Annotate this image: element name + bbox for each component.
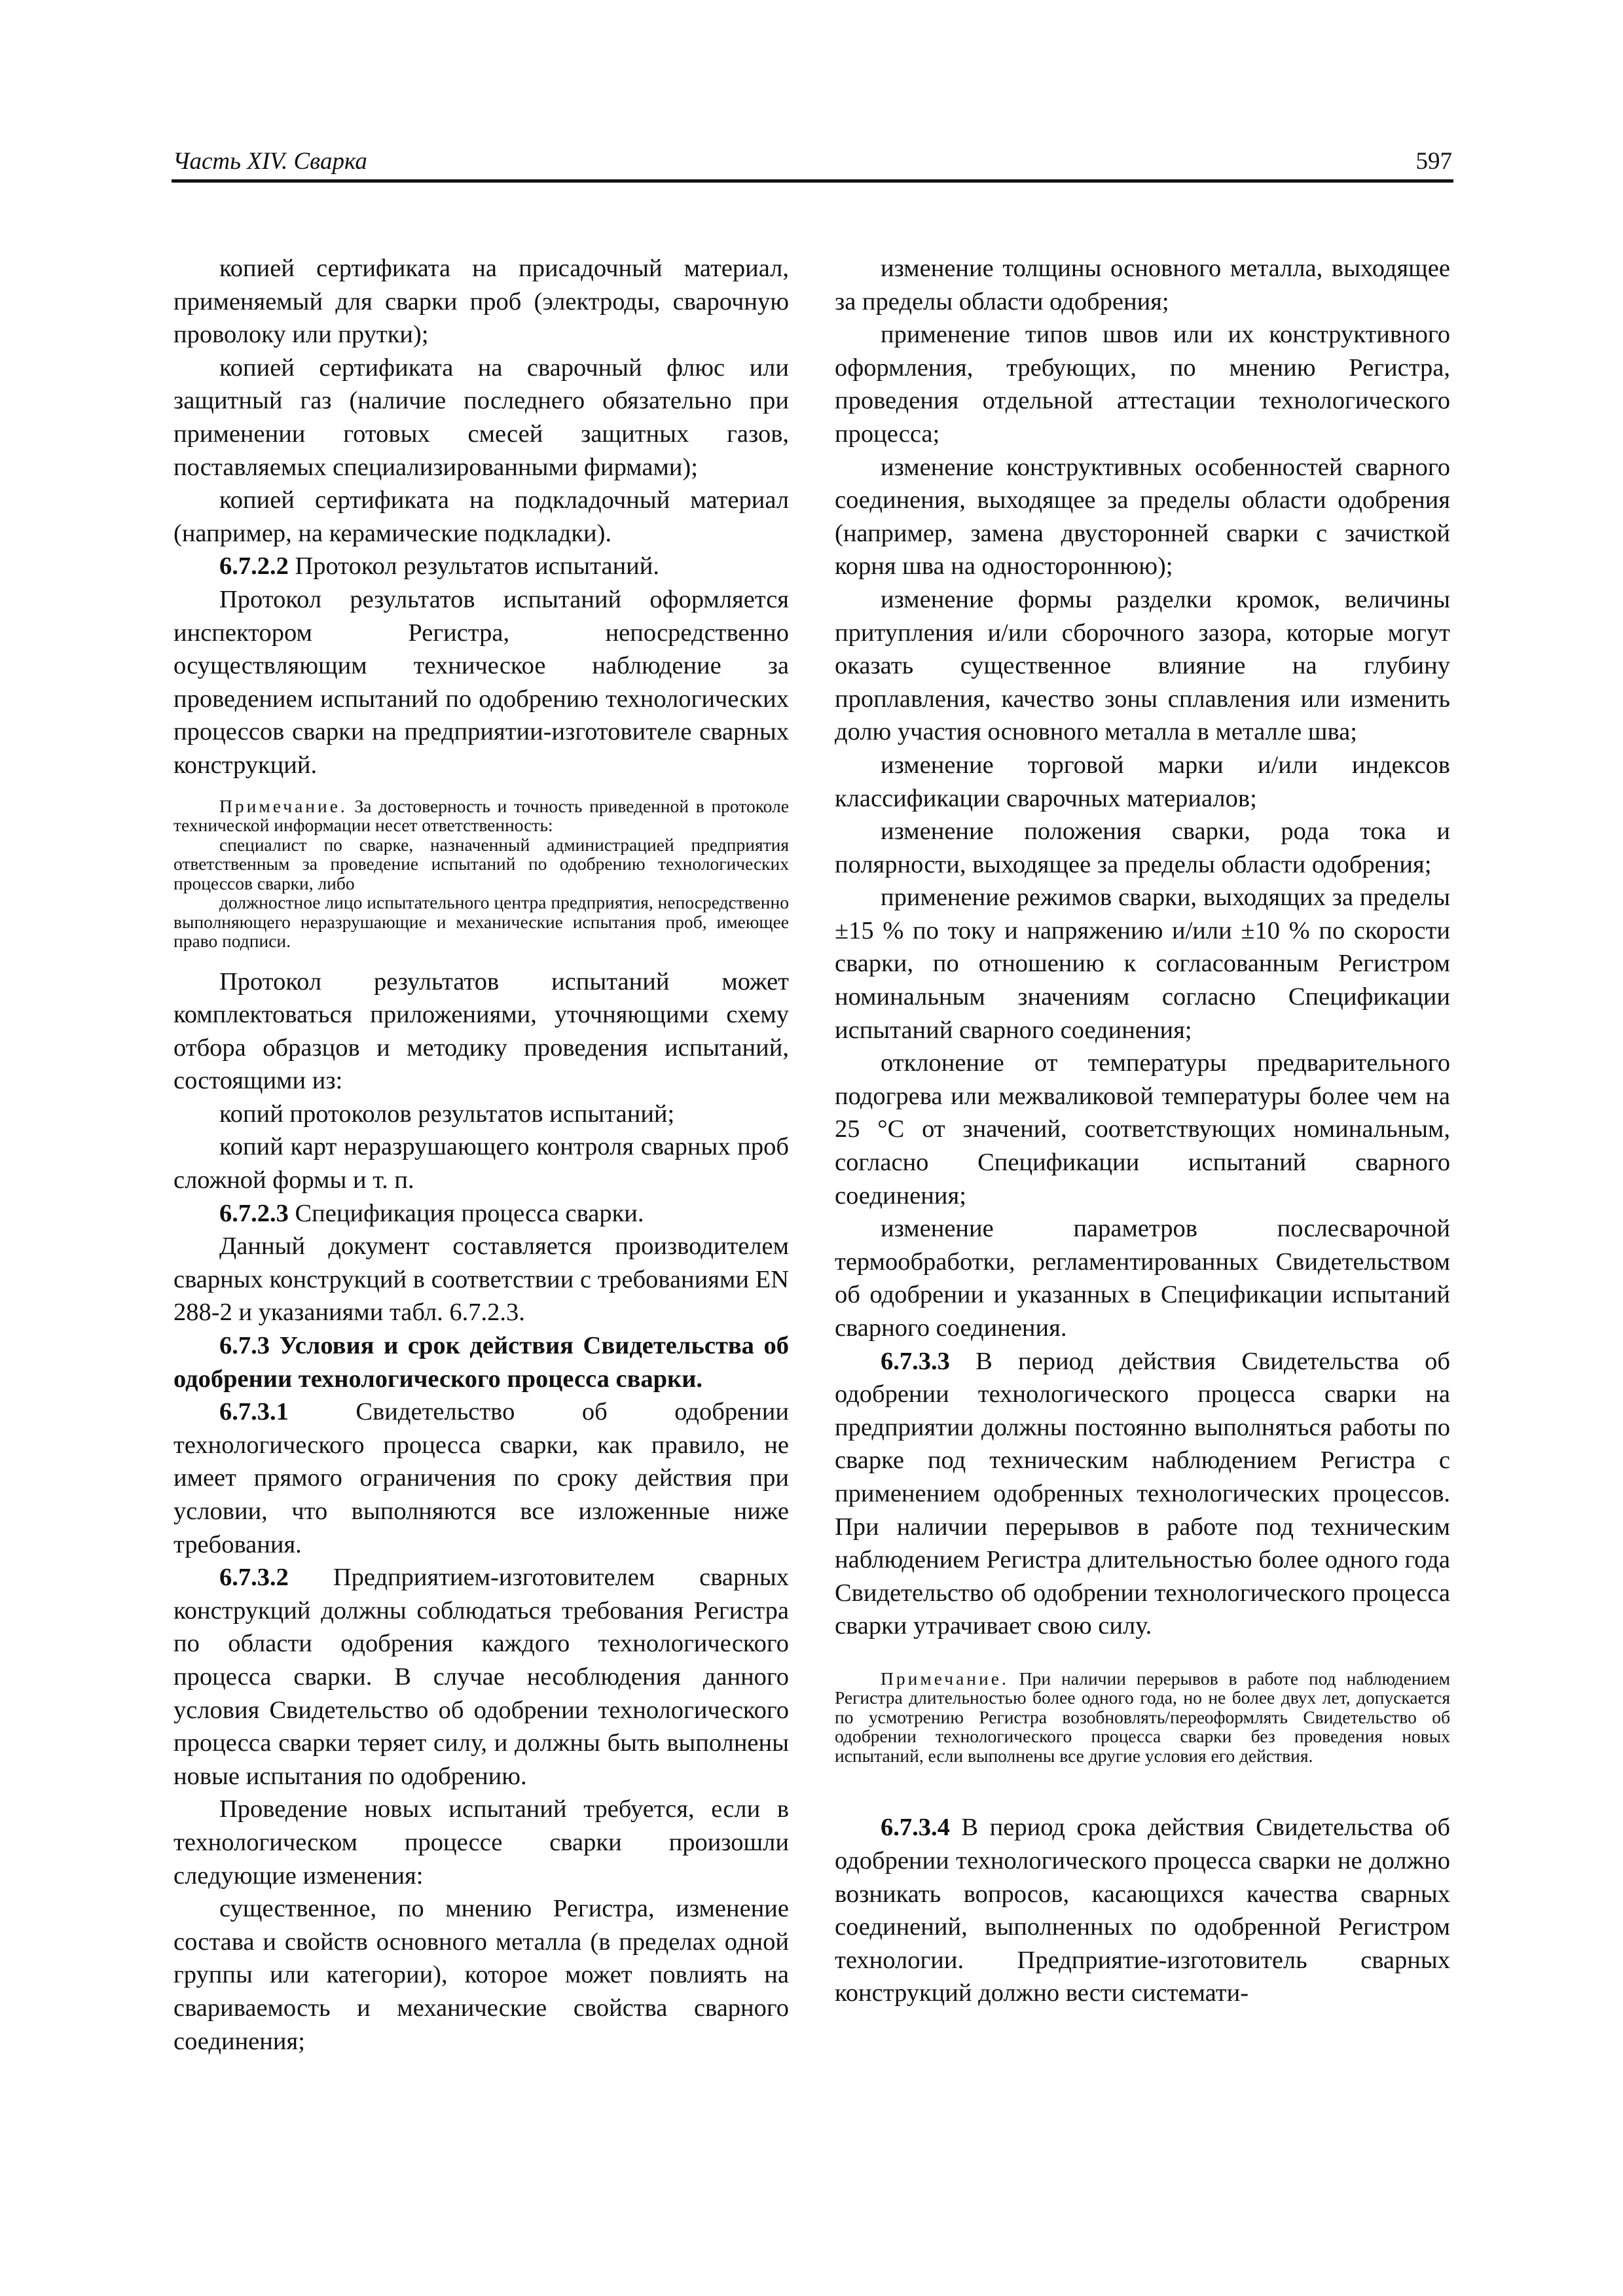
section-text: Предприятием-изготовителем сварных конструкций должны соблюдаться требования Регистра по области одобрения каждого технологического процесса сварки. В случае несоблюдения данного условия Свидетельство об одобрении технологического процесса сварки теряет силу, и должны быть выполнены новые испытания по одобрению. bbox=[173, 1564, 789, 1790]
page-number: 597 bbox=[1415, 148, 1452, 175]
section-6-7-3-2 bbox=[173, 1561, 789, 1793]
section-6-7-2-2 bbox=[173, 550, 789, 583]
section-text: В период действия Свидетельства об одобрении технологического процесса сварки на предприятии должны постоянно выполняться работы по сварке под техническим наблюдением Регистра с применением одобренных технологических процессов. При наличии перерывов в работе под техническим наблюдением Регистра длительностью более одного года Свидетельство об одобрении технологического процесса сварки утрачивает свою силу. bbox=[835, 1347, 1450, 1640]
note-text: При наличии перерывов в работе под наблюдением Регистра длительностью более одного года, но не более двух лет, допускается по усмотрению Регистра возобновлять/переоформлять Свидетельство об одобрении технологического процесса сварки без проведения новых испытаний, если выполнены все другие условия его действия. bbox=[835, 1668, 1450, 1766]
note-item: должностное лицо испытательного центра предприятия, непосредственно выполняющего неразрушающие и механические испытания проб, имеющее право подписи. bbox=[173, 892, 789, 951]
note-item: специалист по сварке, назначенный администрацией предприятия ответственным за проведение испытаний по одобрению технологических процессов сварки, либо bbox=[173, 834, 789, 893]
section-number: 6.7.2.3 bbox=[219, 1199, 289, 1227]
section-heading-6-7-3: 6.7.3 Условия и срок действия Свидетельства об одобрении технологического процесса сварки. bbox=[173, 1332, 789, 1393]
section-number: 6.7.2.2 bbox=[219, 552, 289, 581]
paragraph: применение типов швов или их конструктивного оформления, требующих, по мнению Регистра, проведения отдельной аттестации технологического процесса; bbox=[835, 321, 1450, 448]
left-column bbox=[173, 252, 789, 2058]
paragraph: изменение формы разделки кромок, величины притупления и/или сборочного зазора, которые могут оказать существенное влияние на глубину проплавления, качество зоны сплавления или изменить долю участия основного металла в металле шва; bbox=[835, 585, 1450, 746]
note bbox=[173, 797, 789, 835]
section-number: 6.7.3.1 bbox=[219, 1398, 289, 1426]
section-number: 6.7.3.4 bbox=[881, 1814, 950, 1842]
paragraph: копий протоколов результатов испытаний; bbox=[219, 1100, 675, 1128]
right-column bbox=[835, 252, 1450, 2010]
section-6-7-3-1 bbox=[173, 1395, 789, 1561]
section-6-7-2-3 bbox=[173, 1197, 789, 1230]
running-header bbox=[172, 145, 1453, 183]
paragraph: Проведение новых испытаний требуется, если в технологическом процессе сварки произошли следующие изменения: bbox=[173, 1795, 789, 1890]
paragraph: копией сертификата на подкладочный материал (например, на керамические подкладки). bbox=[173, 486, 789, 547]
section-number: 6.7.3.3 bbox=[881, 1347, 950, 1375]
paragraph: копий карт неразрушающего контроля сварных проб сложной формы и т. п. bbox=[173, 1133, 789, 1194]
paragraph: Протокол результатов испытаний может комплектоваться приложениями, уточняющими схему отбора образцов и методику проведения испытаний, состоящими из: bbox=[173, 967, 789, 1095]
header-title: Часть XIV. Сварка bbox=[173, 148, 367, 175]
paragraph: изменение конструктивных особенностей сварного соединения, выходящее за пределы области одобрения (например, замена двусторонней сварки с зачисткой корня шва на одностороннюю); bbox=[835, 453, 1450, 581]
section-6-7-3-4 bbox=[835, 1811, 1450, 2010]
paragraph: изменение толщины основного металла, выходящее за пределы области одобрения; bbox=[835, 255, 1450, 315]
section-6-7-3-3 bbox=[835, 1345, 1450, 1643]
paragraph: изменение положения сварки, рода тока и полярности, выходящее за пределы области одобрения; bbox=[835, 817, 1450, 878]
note bbox=[835, 1669, 1450, 1766]
section-text: Свидетельство об одобрении технологического процесса сварки, как правило, не имеет прямого ограничения по сроку действия при условии, что выполняются все изложенные ниже требования. bbox=[173, 1398, 789, 1558]
paragraph: Данный документ составляется производителем сварных конструкций в соответствии с требованиями EN 288-2 и указаниями табл. 6.7.2.3. bbox=[173, 1232, 789, 1327]
paragraph: применение режимов сварки, выходящих за пределы ±15 % по току и напряжению и/или ±10 % по скорости сварки, по отношению к согласованным Регистром номинальным значениям согласно Спецификации испытаний сварного соединения; bbox=[835, 884, 1450, 1044]
note-label: Примечание. bbox=[219, 795, 348, 816]
section-text: Протокол результатов испытаний. bbox=[288, 552, 660, 581]
note-text: За достоверность и точность приведенной в протоколе технической информации несет ответственность: bbox=[173, 795, 789, 835]
paragraph: отклонение от температуры предварительного подогрева или межваликовой температуры более чем на 25 °С от значений, соответствующих номинальным, согласно Спецификации испытаний сварного соединения; bbox=[835, 1049, 1450, 1210]
paragraph: существенное, по мнению Регистра, изменение состава и свойств основного металла (в пределах одной группы или категории), которое может повлиять на свариваемость и механические свойства сварного соединения; bbox=[173, 1895, 789, 2055]
note-label: Примечание. bbox=[881, 1668, 1009, 1689]
paragraph: копией сертификата на сварочный флюс или защитный газ (наличие последнего обязательно при применении готовых смесей защитных газов, поставляемых специализированными фирмами); bbox=[173, 353, 789, 481]
section-number: 6.7.3.2 bbox=[219, 1564, 289, 1592]
paragraph: копией сертификата на присадочный материал, применяемый для сварки проб (электроды, сварочную проволоку или прутки); bbox=[173, 255, 789, 349]
section-text: Спецификация процесса сварки. bbox=[288, 1199, 644, 1227]
paragraph: изменение параметров послесварочной термообработки, регламентированных Свидетельством об одобрении и указанных в Спецификации испытаний сварного соединения. bbox=[835, 1215, 1450, 1342]
paragraph: Протокол результатов испытаний оформляется инспектором Регистра, непосредственно осуществляющим техническое наблюдение за проведением испытаний по одобрению технологических процессов сварки на предприятии-изготовителе сварных конструкций. bbox=[173, 585, 789, 779]
paragraph: изменение торговой марки и/или индексов классификации сварочных материалов; bbox=[835, 751, 1450, 812]
section-text: В период срока действия Свидетельства об одобрении технологического процесса сварки не должно возникать вопросов, касающихся качества сварных соединений, выполненных по одобренной Регистром технологии. Предприятие-изготовитель сварных конструкций должно вести системати- bbox=[835, 1814, 1450, 2007]
